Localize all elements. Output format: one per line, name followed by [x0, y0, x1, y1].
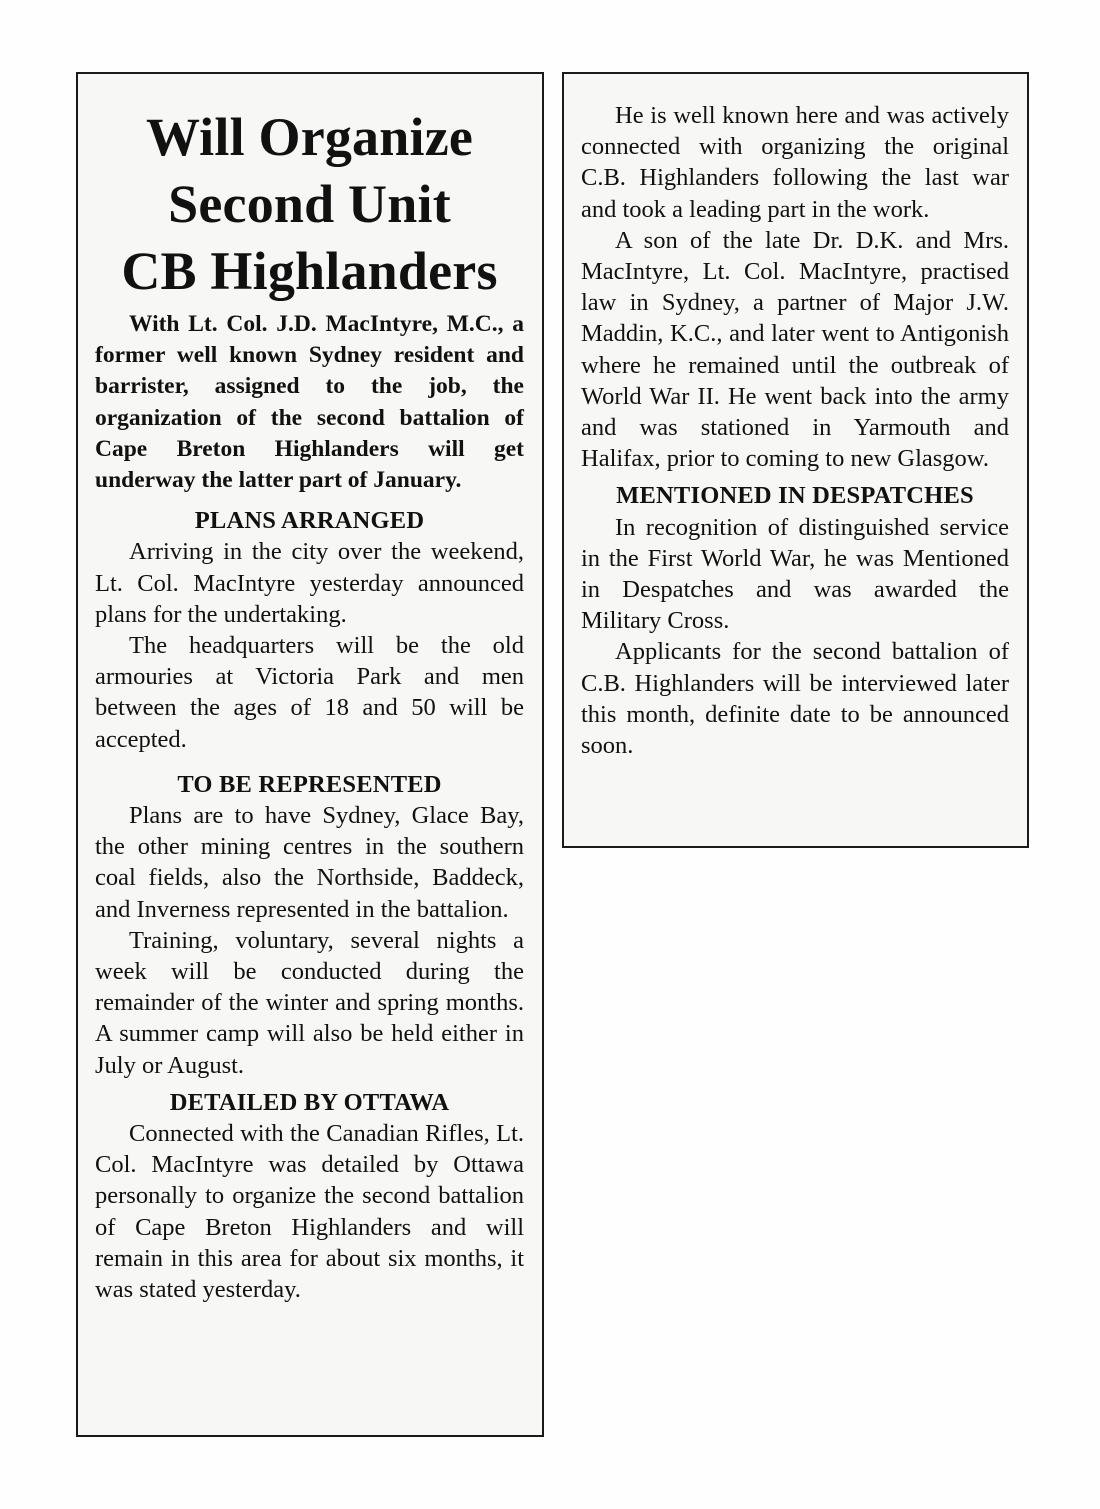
lead-paragraph: With Lt. Col. J.D. MacIntyre, M.C., a former well known Sydney resident and barrister, assigned to the job, the organization of the second battalion of Cape Breton Highlanders will get underway the latter part of January. — [95, 311, 524, 494]
headline-line: CB Highlanders — [121, 241, 498, 301]
article-column-right — [562, 72, 1029, 848]
body-paragraph: Training, voluntary, several nights a week will be conducted during the remainder of the winter and spring months. A summer camp will also be held either in July or August. — [95, 926, 524, 1079]
continued-paragraph: He is well known here and was actively connected with organizing the original C.B. Highlanders following the last war and took a leading part in the work. — [581, 102, 1009, 223]
body-paragraph: The headquarters will be the old armouries at Victoria Park and men between the ages of 18 and 50 will be accepted. — [95, 632, 524, 753]
body-paragraph: Plans are to have Sydney, Glace Bay, the other mining centres in the southern coal fields, also the Northside, Baddeck, and Inverness represented in the battalion. — [95, 802, 524, 923]
subheading-mentioned-in-despatches: MENTIONED IN DESPATCHES — [616, 482, 974, 510]
subheading-plans-arranged: PLANS ARRANGED — [194, 507, 425, 535]
body-paragraph: Arriving in the city over the weekend, Lt. Col. MacIntyre yesterday announced plans for the undertaking. — [95, 538, 524, 628]
subheading-to-be-represented: TO BE REPRESENTED — [177, 770, 442, 798]
body-paragraph: Connected with the Canadian Rifles, Lt. Col. MacIntyre was detailed by Ottawa personally to organize the second battalion of Cape Breton Highlanders and will remain in this area for about six months, it was stated yesterday. — [95, 1120, 524, 1304]
article-column-left — [76, 72, 544, 1437]
headline — [95, 104, 524, 305]
continued-paragraph: A son of the late Dr. D.K. and Mrs. MacIntyre, Lt. Col. MacIntyre, practised law in Sydney, a partner of Major J.W. Maddin, K.C., and later went to Antigonish where he remained until the outbreak of World War II. He went back into the army and was stationed in Yarmouth and Halifax, prior to coming to new Glasgow. — [581, 226, 1009, 473]
headline-line: Will Organize — [145, 107, 474, 167]
subheading-detailed-by-ottawa: DETAILED BY OTTAWA — [169, 1088, 450, 1116]
body-paragraph: In recognition of distinguished service in the First World War, he was Mentioned in Despatches and was awarded the Military Cross. — [581, 513, 1009, 635]
body-paragraph: Applicants for the second battalion of C.B. Highlanders will be interviewed later this month, definite date to be announced soon. — [581, 638, 1009, 760]
headline-line: Second Unit — [168, 174, 451, 234]
